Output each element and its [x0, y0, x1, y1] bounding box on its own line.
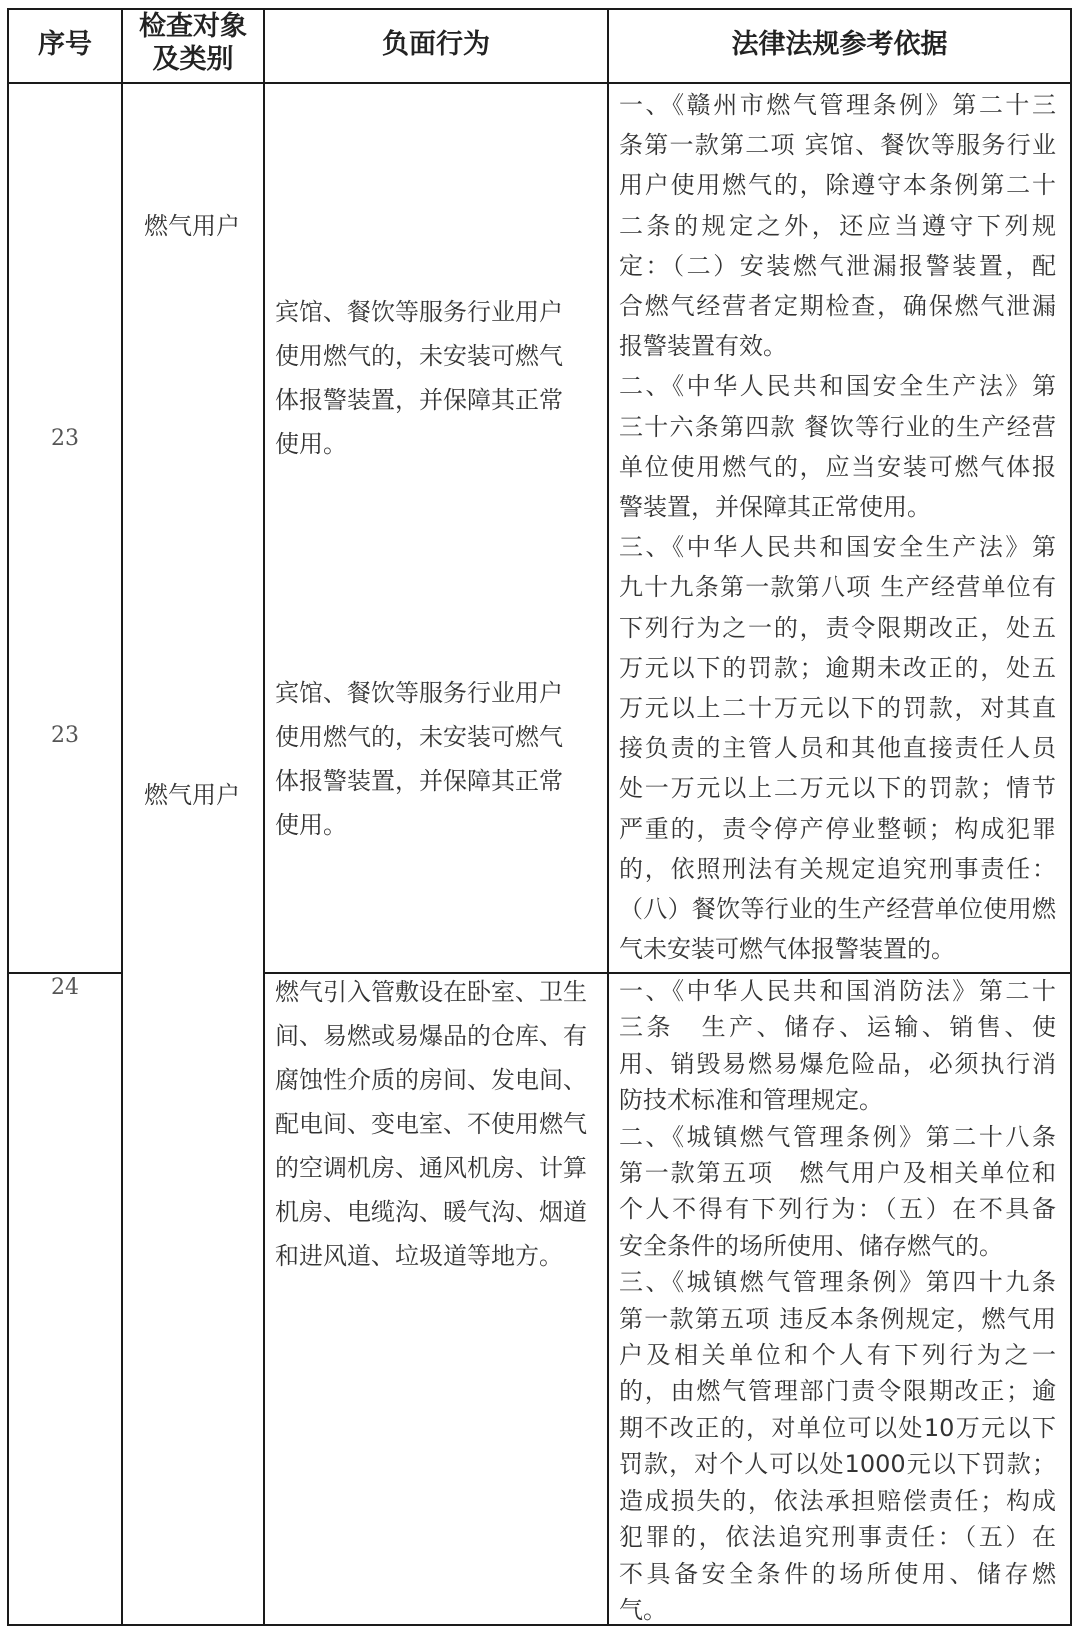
- legal-basis-text: [619, 973, 1056, 1628]
- table-border-top: [7, 8, 1072, 10]
- basis-line: （八）餐饮等行业的生产经营单位使用燃: [619, 895, 1056, 924]
- behavior-line: 使用燃气的，未安装可燃气: [275, 342, 563, 370]
- basis-line: 用户使用燃气的，除遵守本条例第二十: [619, 171, 1056, 200]
- basis-line: 罚款，对个人可以处1000元以下罚款；: [619, 1450, 1056, 1479]
- basis-line: 接负责的主管人员和其他直接责任人员: [619, 734, 1056, 763]
- basis-line: 第一款第五项 燃气用户及相关单位和: [619, 1159, 1056, 1188]
- category-label: 燃气用户: [144, 212, 240, 240]
- basis-line: 不具备安全条件的场所使用、储存燃: [619, 1559, 1056, 1588]
- behavior-line: 体报警装置，并保障其正常: [275, 386, 563, 414]
- category-label: 燃气用户: [144, 781, 240, 809]
- basis-line: 三、《城镇燃气管理条例》第四十九条: [619, 1268, 1056, 1297]
- behavior-text: [275, 970, 587, 1278]
- basis-line: 安全条件的场所使用、储存燃气的。: [619, 1231, 1003, 1260]
- header-basis: 法律法规参考依据: [731, 29, 948, 60]
- basis-line: 处一万元以上二万元以下的罚款；情节: [619, 774, 1056, 803]
- behavior-line: 燃气引入管敷设在卧室、卫生: [275, 978, 587, 1006]
- column-divider-3: [607, 8, 609, 1626]
- header-object: [123, 12, 263, 75]
- behavior-line: 机房、电缆沟、暖气沟、烟道: [275, 1198, 587, 1226]
- basis-line: 第一款第五项 违反本条例规定，燃气用: [619, 1304, 1056, 1333]
- basis-line: 条第一款第二项 宾馆、餐饮等服务行业: [619, 131, 1056, 160]
- header-index: 序号: [38, 29, 92, 60]
- basis-line: 二、《中华人民共和国安全生产法》第: [619, 372, 1056, 401]
- behavior-line: 和进风道、垃圾道等地方。: [275, 1242, 563, 1270]
- column-divider-2: [263, 8, 265, 1626]
- row-index: 23: [51, 723, 79, 748]
- basis-line: 单位使用燃气的，应当安装可燃气体报: [619, 452, 1056, 481]
- basis-line: 气。: [619, 1595, 667, 1624]
- basis-line: 警装置，并保障其正常使用。: [619, 493, 931, 522]
- basis-line: 三条 生产、储存、运输、销售、使: [619, 1013, 1056, 1042]
- basis-line: 期不改正的，对单位可以处10万元以下: [619, 1413, 1056, 1442]
- basis-line: 一、《赣州市燃气管理条例》第二十三: [619, 91, 1056, 119]
- row-divider-index: [7, 972, 121, 974]
- behavior-line: 的空调机房、通风机房、计算: [275, 1154, 587, 1182]
- basis-line: 三十六条第四款 餐饮等行业的生产经营: [619, 412, 1056, 441]
- basis-line: 防技术标准和管理规定。: [619, 1086, 883, 1115]
- basis-line: 个人不得有下列行为：（五）在不具备: [619, 1195, 1056, 1224]
- column-divider-1: [121, 8, 123, 1626]
- behavior-line: 使用燃气的，未安装可燃气: [275, 723, 563, 751]
- behavior-line: 使用。: [275, 430, 347, 458]
- basis-line: 用、销毁易燃易爆危险品，必须执行消: [619, 1049, 1056, 1078]
- basis-line: 万元以下的罚款；逾期未改正的，处五: [619, 653, 1056, 682]
- basis-line: 合燃气经营者定期检查，确保燃气泄漏: [619, 292, 1056, 321]
- behavior-text: [275, 671, 563, 847]
- basis-line: 报警装置有效。: [619, 332, 787, 361]
- behavior-line: 宾馆、餐饮等服务行业用户: [275, 298, 563, 326]
- basis-line: 的，依照刑法有关规定追究刑事责任：: [619, 854, 1056, 883]
- basis-line: 九十九条第一款第八项 生产经营单位有: [619, 573, 1056, 602]
- basis-line: 犯罪的，依法追究刑事责任：（五）在: [619, 1523, 1056, 1552]
- basis-line: 的，由燃气管理部门责令限期改正；逾: [619, 1377, 1056, 1406]
- basis-line: 二条的规定之外，还应当遵守下列规: [619, 211, 1056, 240]
- legal-basis-text: [619, 85, 1056, 969]
- behavior-line: 宾馆、餐饮等服务行业用户: [275, 679, 563, 707]
- basis-line: 万元以上二十万元以下的罚款，对其直: [619, 694, 1056, 723]
- table-border-left: [7, 8, 9, 1626]
- basis-line: 三、《中华人民共和国安全生产法》第: [619, 533, 1056, 562]
- behavior-line: 间、易燃或易爆品的仓库、有: [275, 1022, 587, 1050]
- basis-line: 严重的，责令停产停业整顿；构成犯罪: [619, 814, 1056, 843]
- basis-line: 一、《中华人民共和国消防法》第二十: [619, 977, 1056, 1005]
- header-behavior: 负面行为: [382, 29, 490, 60]
- table-border-right: [1070, 8, 1072, 1626]
- basis-line: 下列行为之一的，责令限期改正，处五: [619, 613, 1056, 642]
- basis-line: 造成损失的，依法承担赔偿责任；构成: [619, 1486, 1056, 1515]
- behavior-line: 配电间、变电室、不使用燃气: [275, 1110, 587, 1138]
- row-index: 24: [51, 975, 79, 1000]
- behavior-line: 体报警装置，并保障其正常: [275, 767, 563, 795]
- behavior-line: 腐蚀性介质的房间、发电间、: [275, 1066, 587, 1094]
- behavior-line: 使用。: [275, 811, 347, 839]
- header-object-line1: 检查对象: [139, 11, 247, 42]
- basis-line: 户及相关单位和个人有下列行为之一: [619, 1341, 1056, 1370]
- header-bottom-border: [7, 82, 1072, 84]
- row-index: 23: [51, 426, 79, 451]
- behavior-text: [275, 290, 563, 466]
- basis-line: 气未安装可燃气体报警装置的。: [619, 935, 955, 964]
- basis-line: 定：（二）安装燃气泄漏报警装置，配: [619, 251, 1056, 280]
- basis-line: 二、《城镇燃气管理条例》第二十八条: [619, 1122, 1056, 1151]
- header-object-line2: 及类别: [152, 44, 234, 75]
